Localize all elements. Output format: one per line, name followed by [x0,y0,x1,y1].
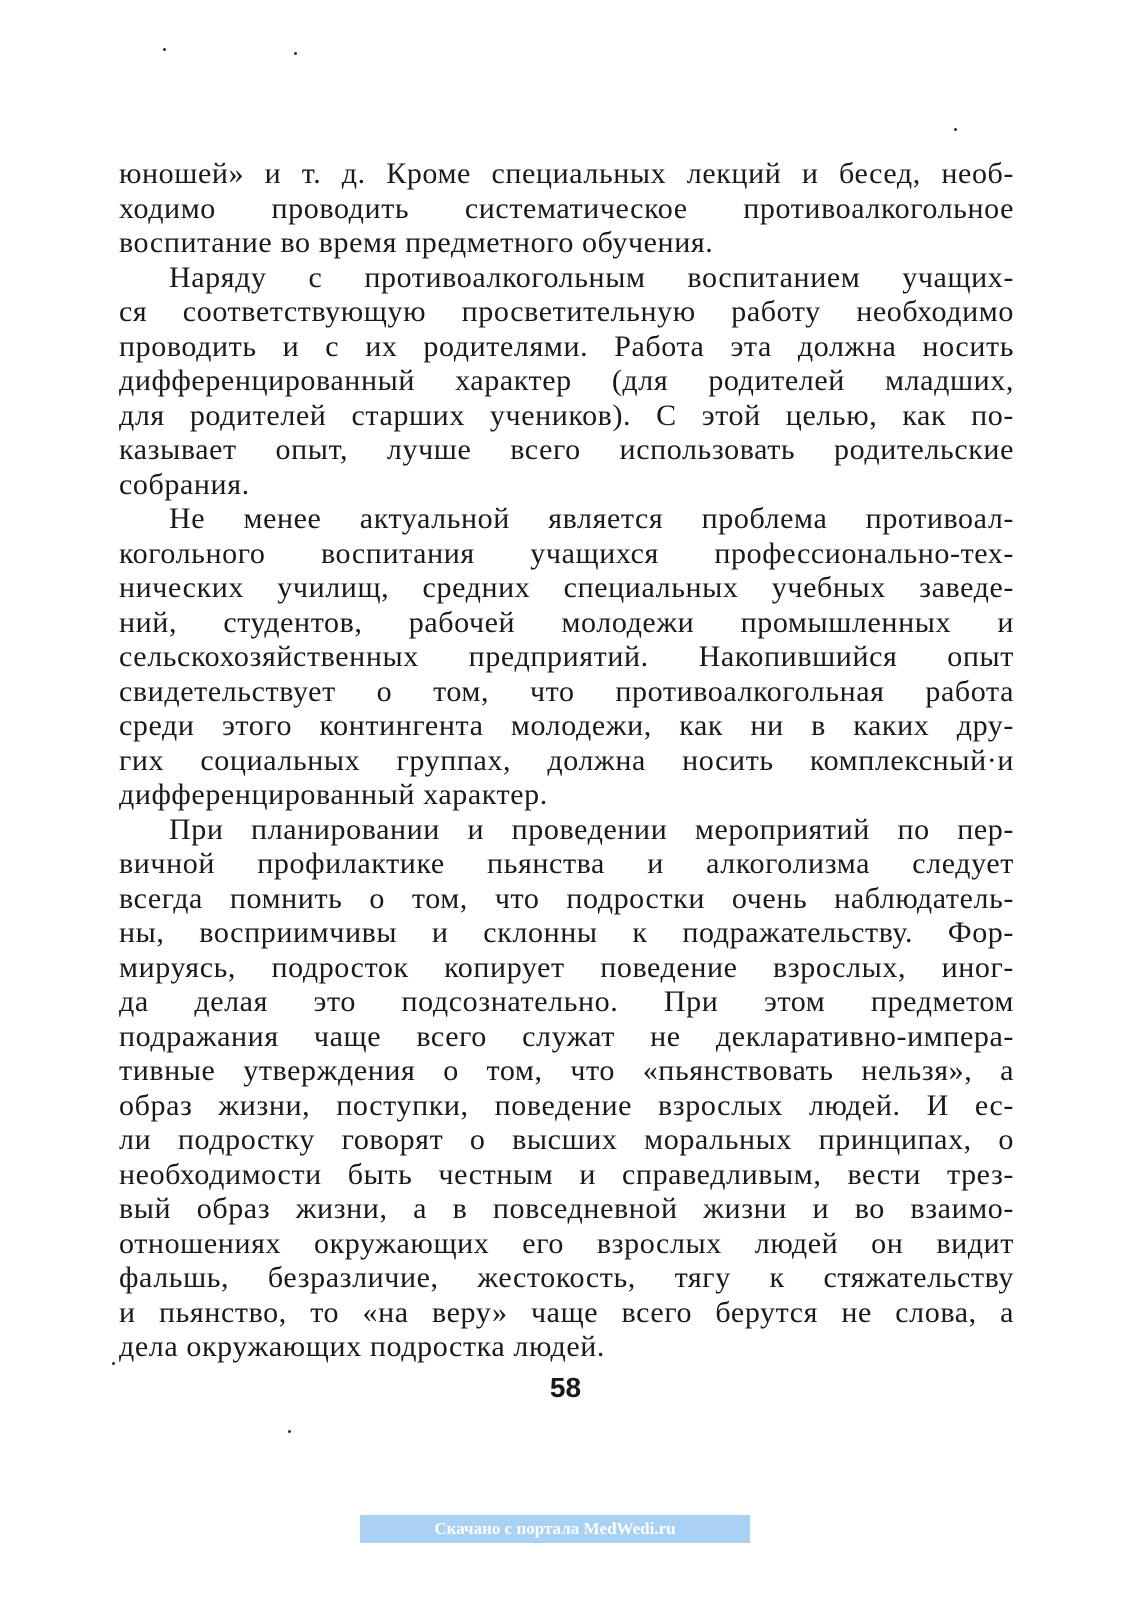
text-line: проводить и с их родителями. Работа эта должна носить [119,329,1014,363]
text-line: всегда помнить о том, что подростки очень наблюдатель- [119,881,1014,915]
scan-speck [288,1430,291,1433]
text-line: сельскохозяйственных предприятий. Накопившийся опыт [119,640,1014,673]
text-line: тивные утверждения о том, что «пьянствовать нельзя», а [119,1054,1014,1087]
text-line: нических училищ, средних специальных учебных заведе- [119,571,1014,604]
download-watermark: Скачано с портала MedWedi.ru [360,1515,750,1543]
text-line: среди этого контингента молодежи, как ни в каких дру- [119,709,1014,742]
text-line: фальшь, безразличие, жестокость, тягу к стяжательству [119,1261,1014,1294]
text-line: отношениях окружающих его взрослых людей он видит [119,1226,1014,1260]
text-line: Не менее актуальной является проблема противоал- [169,502,1014,535]
text-line: необходимости быть честным и справедливым, вести трез- [119,1157,1014,1191]
text-line: При планировании и проведении мероприятий по пер- [169,812,1014,846]
text-line: ны, восприимчивы и склонны к подражательству. Фор- [119,916,1014,949]
text-line: мируясь, подросток копирует поведение взрослых, иног- [119,950,1014,984]
text-line: воспитание во время предметного обучения. [119,226,714,259]
text-line: гих социальных группах, должна носить комплексный·и [119,743,1014,777]
page-number: 58 [549,1372,582,1403]
text-line: ся соответствующую просветительную работу необходимо [119,295,1014,328]
text-line: ний, студентов, рабочей молодежи промышленных и [119,605,1014,639]
text-line: Наряду с противоалкогольным воспитанием учащих- [169,260,1014,294]
scan-speck [163,48,166,51]
text-line: собрания. [119,467,250,501]
text-line: дифференцированный характер (для родителей младших, [119,364,1014,397]
scan-speck [112,1362,115,1365]
text-line: свидетельствует о том, что противоалкогольная работа [119,674,1014,708]
text-line: когольного воспитания учащихся профессионально-тех- [119,536,1014,570]
text-line: для родителей старших учеников). С этой целью, как по- [119,398,1014,432]
text-line: казывает опыт, лучше всего использовать родительские [119,433,1014,466]
text-line: дела окружающих подростка людей. [119,1330,606,1363]
scan-speck [294,52,297,55]
text-line: да делая это подсознательно. При этом предметом [119,985,1014,1018]
text-line: и пьянство, то «на веру» чаще всего берутся не слова, а [119,1295,1014,1329]
text-line: юношей» и т. д. Кроме специальных лекций и бесед, необ- [119,157,1014,190]
text-line: образ жизни, поступки, поведение взрослых людей. И ес- [119,1088,1014,1122]
text-line: вый образ жизни, а в повседневной жизни и во взаимо- [119,1192,1014,1225]
text-line: ли подростку говорят о высших моральных принципах, о [119,1123,1014,1156]
text-line: подражания чаще всего служат не декларативно-импера- [119,1019,1014,1053]
body-text [119,157,1014,1365]
text-line: ходимо проводить систематическое противоалкогольное [119,191,1014,225]
text-line: вичной профилактике пьянства и алкоголизма следует [119,847,1014,880]
scan-speck [954,128,957,131]
text-line: дифференцированный характер. [119,778,548,811]
